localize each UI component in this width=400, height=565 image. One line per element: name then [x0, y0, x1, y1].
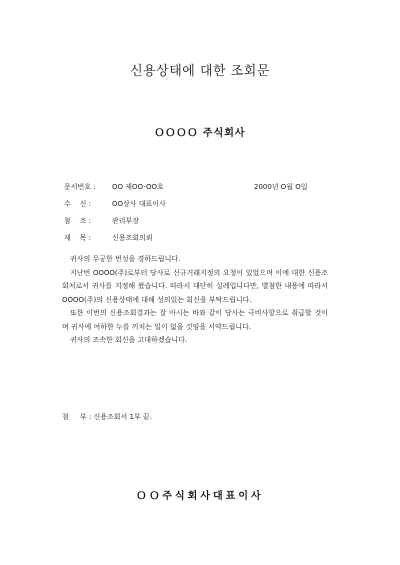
doc-number-label: 문서번호 : — [64, 183, 96, 191]
body-paragraph: 지난번 OOOO(주)로부터 당사로 신규거래지정의 요청이 있었으며 이에 대한 신용조회처로서 귀사를 지정해 왔습니다. 따라서 대단히 실례입니다만, 별첨한 내용에 따라서 OOOO(주)의 신용상태에 대해 성의있는 회신을 부탁드립니다. — [62, 268, 328, 304]
document-meta — [64, 179, 364, 247]
doc-number-row — [64, 179, 364, 196]
letter-body — [62, 253, 328, 348]
reference-label: 참 조 : — [64, 217, 92, 225]
company-name: ＯＯＯＯ 주식회사 — [154, 128, 246, 139]
attachment-line — [62, 412, 152, 422]
recipient-row — [64, 196, 364, 213]
attachment-value: 신용조회서 1부 끝. — [93, 413, 152, 421]
recipient-label: 수 신 : — [64, 200, 92, 208]
reference-row — [64, 213, 364, 230]
signature-line: ＯＯ주식회사대표이사 — [136, 491, 264, 502]
subject-value: 신용조회의뢰 — [112, 234, 153, 242]
doc-number-value: OO 제OO-OO호 — [112, 183, 164, 191]
attachment-label: 첨 부 : — [62, 413, 92, 421]
subject-label: 제 목 : — [64, 234, 92, 242]
recipient-value: OO상사 대표이사 — [112, 200, 166, 208]
body-paragraph: 귀사의 무궁한 번성을 경하드립니다. — [70, 255, 181, 263]
body-paragraph: 귀사의 조속한 회신을 고대하겠습니다. — [70, 336, 188, 344]
document-title: 신용상태에 대한 조회문 — [130, 64, 270, 79]
subject-row — [64, 230, 364, 247]
body-paragraph: 또한 이번의 신용조회결과는 잘 아시는 바와 같이 당사는 극비사항으로 취급할 것이며 귀사에 여하한 누를 끼치는 일이 없을 것임을 서약드립니다. — [62, 309, 328, 331]
reference-value: 관리부장 — [112, 217, 140, 225]
doc-date: 2000년 O월 O일 — [254, 183, 308, 191]
